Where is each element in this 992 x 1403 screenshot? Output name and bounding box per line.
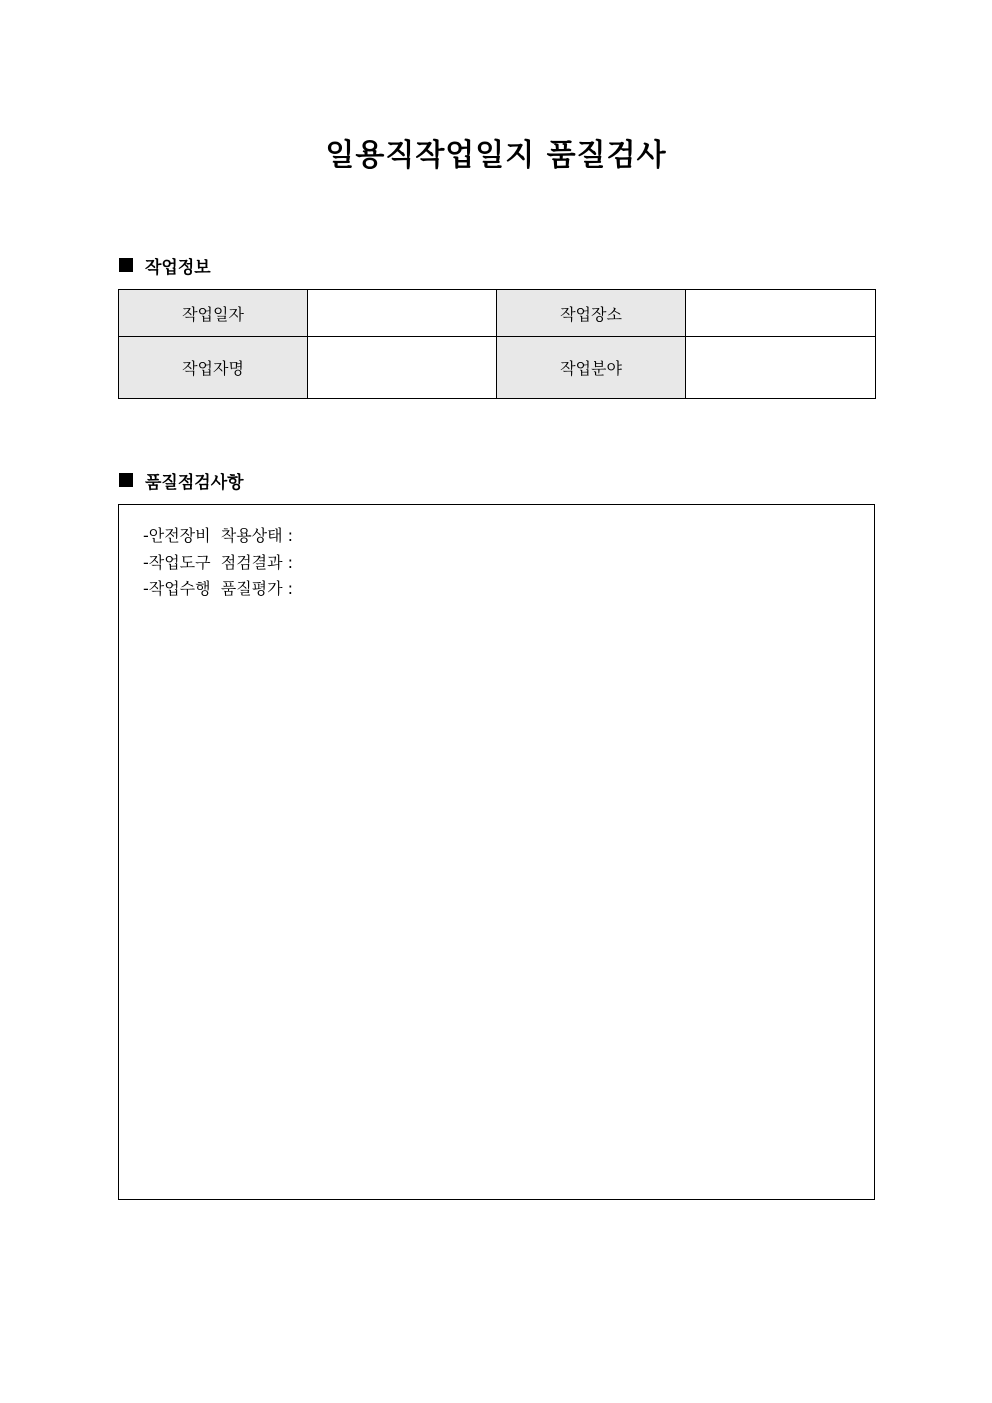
section-heading-work-info xyxy=(119,252,211,278)
work-place-label: 작업장소 xyxy=(497,290,686,337)
quality-check-box[interactable] xyxy=(118,504,875,1200)
section-heading-label: 품질점검사항 xyxy=(145,472,244,493)
table-row xyxy=(119,337,876,399)
safety-equipment-status-item: -안전장비 착용상태 : xyxy=(143,526,294,545)
table-row xyxy=(119,290,876,337)
work-field-label: 작업분야 xyxy=(497,337,686,399)
work-place-field[interactable] xyxy=(686,290,876,337)
quality-check-list xyxy=(143,523,293,603)
square-bullet-icon xyxy=(119,473,133,487)
work-field-field[interactable] xyxy=(686,337,876,399)
work-info-table xyxy=(118,289,876,399)
section-heading-quality-check xyxy=(119,467,244,493)
tool-inspection-result-item: -작업도구 점검결과 : xyxy=(143,552,294,572)
work-quality-evaluation-item: -작업수행 품질평가 : xyxy=(143,579,294,598)
work-date-field[interactable] xyxy=(308,290,497,337)
document-title: 일용직작업일지 품질검사 xyxy=(325,138,667,173)
worker-name-label: 작업자명 xyxy=(119,337,308,399)
square-bullet-icon xyxy=(119,258,133,272)
work-date-label: 작업일자 xyxy=(119,290,308,337)
worker-name-field[interactable] xyxy=(308,337,497,399)
section-heading-label: 작업정보 xyxy=(145,257,211,278)
